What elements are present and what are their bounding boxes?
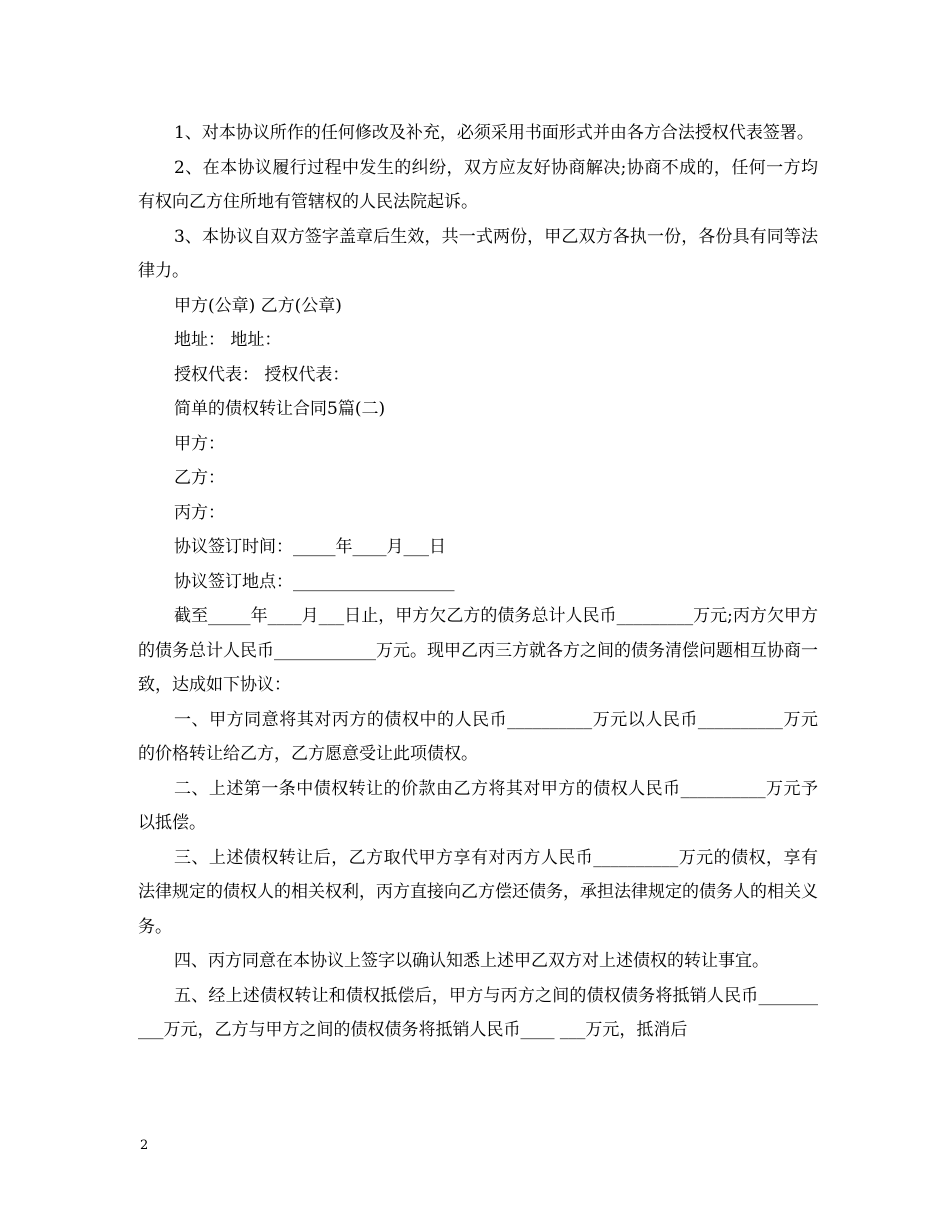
signature-seals: 甲方(公章) 乙方(公章) <box>174 295 342 316</box>
signature-addresses: 地址： 地址： <box>174 330 282 350</box>
signing-place: 协议签订地点：___________________ <box>174 571 455 592</box>
clause-effectiveness: 3、本协议自双方签字盖章后生效，共一式两份，甲乙双方各执一份，各份具有同等法律力。 <box>138 226 818 281</box>
signature-representatives: 授权代表： 授权代表： <box>174 364 350 385</box>
party-b: 乙方： <box>174 468 225 488</box>
document-body <box>138 116 818 1048</box>
page-number: 2 <box>140 1138 149 1153</box>
signing-date: 协议签订时间：_____年____月___日 <box>174 537 446 557</box>
article-4: 四、丙方同意在本协议上签字以确认知悉上述甲乙双方对上述债权的转让事宜。 <box>174 951 769 971</box>
article-3: 三、上述债权转让后，乙方取代甲方享有对丙方人民币__________万元的债权，享有法律规定的债权人的相关权利，丙方直接向乙方偿还债务，承担法律规定的债务人的相关义务。 <box>138 847 818 937</box>
party-c: 丙方： <box>174 502 225 523</box>
clause-disputes: 2、在本协议履行过程中发生的纠纷，双方应友好协商解决;协商不成的，任何一方均有权向乙方住所地有管辖权的人民法院起诉。 <box>138 157 818 212</box>
article-2: 二、上述第一条中债权转让的价款由乙方将其对甲方的债权人民币__________万元予以抵偿。 <box>138 778 818 833</box>
preamble-paragraph: 截至_____年____月___日止，甲方欠乙方的债务总计人民币_________万元;丙方欠甲方的债务总计人民币____________万元。现甲乙丙三方就各方之间的债务清偿问题相互协商一致，达成如下协议： <box>138 606 818 695</box>
clause-amendments: 1、对本协议所作的任何修改及补充，必须采用书面形式并由各方合法授权代表签署。 <box>174 123 814 143</box>
party-a: 甲方： <box>174 433 225 454</box>
section-title: 简单的债权转让合同5篇(二) <box>174 399 386 419</box>
article-5: 五、经上述债权转让和债权抵偿后，甲方与丙方之间的债权债务将抵销人民币__________万元，乙方与甲方之间的债权债务将抵销人民币____ ___万元，抵消后 <box>138 985 818 1040</box>
article-1: 一、甲方同意将其对丙方的债权中的人民币__________万元以人民币__________万元的价格转让给乙方，乙方愿意受让此项债权。 <box>138 709 818 764</box>
